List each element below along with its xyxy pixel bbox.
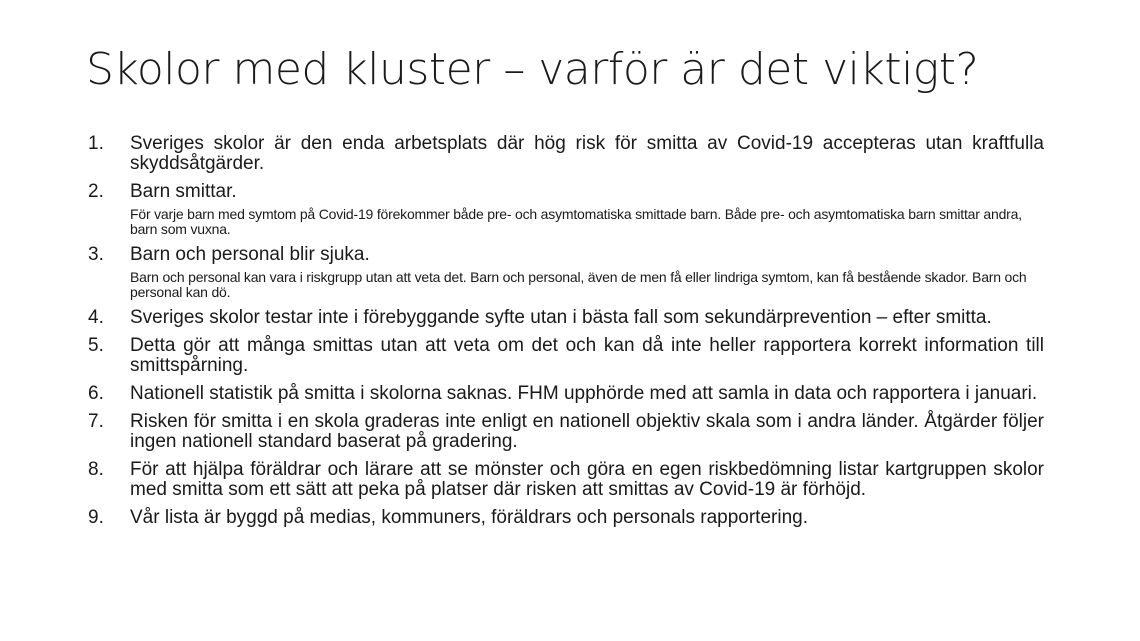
numbered-list <box>88 134 1044 536</box>
list-item <box>88 134 1044 174</box>
list-item-text: För att hjälpa föräldrar och lärare att se mönster och göra en egen riskbedömning listar kartgruppen skolor med smitta som ett sätt att peka på platser där risken att smittas av Covid-19 är förhöjd. <box>130 459 1044 500</box>
list-item <box>88 336 1044 376</box>
list-item <box>88 460 1044 500</box>
list-item-text: Risken för smitta i en skola graderas inte enligt en nationell objektiv skala som i andra länder. Åtgärder följer ingen nationell standard baserat på gradering. <box>130 411 1044 452</box>
list-item-number: 2. <box>88 181 104 202</box>
list-item-text: Barn smittar. <box>130 181 237 202</box>
list-item-text: Detta gör att många smittas utan att veta om det och kan då inte heller rapportera korrekt information till smittspårning. <box>130 335 1044 376</box>
list-item <box>88 245 1044 300</box>
list-item-number: 3. <box>88 244 104 265</box>
list-item <box>88 308 1044 328</box>
list-item-text: Vår lista är byggd på medias, kommuners, föräldrars och personals rapportering. <box>130 507 808 528</box>
list-item <box>88 384 1044 404</box>
list-item <box>88 182 1044 237</box>
list-item-text: Sveriges skolor testar inte i förebyggande syfte utan i bästa fall som sekundärprevention – efter smitta. <box>130 307 992 328</box>
list-item-number: 6. <box>88 383 104 404</box>
list-item-number: 8. <box>88 459 104 480</box>
list-item <box>88 412 1044 452</box>
list-item-number: 1. <box>88 133 104 154</box>
list-item-text: Nationell statistik på smitta i skolorna saknas. FHM upphörde med att samla in data och rapportera i januari. <box>130 383 1038 404</box>
list-item-number: 7. <box>88 411 104 432</box>
slide-title: Skolor med kluster – varför är det viktigt? <box>86 44 979 95</box>
list-item-number: 9. <box>88 507 104 528</box>
list-item-text: Barn och personal blir sjuka. <box>130 244 370 265</box>
list-item-subtext: Barn och personal kan vara i riskgrupp utan att veta det. Barn och personal, även de men få eller lindriga symtom, kan få bestående skador. Barn och personal kan dö. <box>130 269 1027 300</box>
list-item-number: 5. <box>88 335 104 356</box>
list-item-number: 4. <box>88 307 104 328</box>
list-item-text: Sveriges skolor är den enda arbetsplats där hög risk för smitta av Covid-19 accepteras utan kraftfulla skyddsåtgärder. <box>130 133 1044 174</box>
list-item <box>88 508 1044 528</box>
list-item-subtext: För varje barn med symtom på Covid-19 förekommer både pre- och asymtomatiska smittade barn. Både pre- och asymtomatiska barn smittar andra, barn som vuxna. <box>130 206 1022 237</box>
